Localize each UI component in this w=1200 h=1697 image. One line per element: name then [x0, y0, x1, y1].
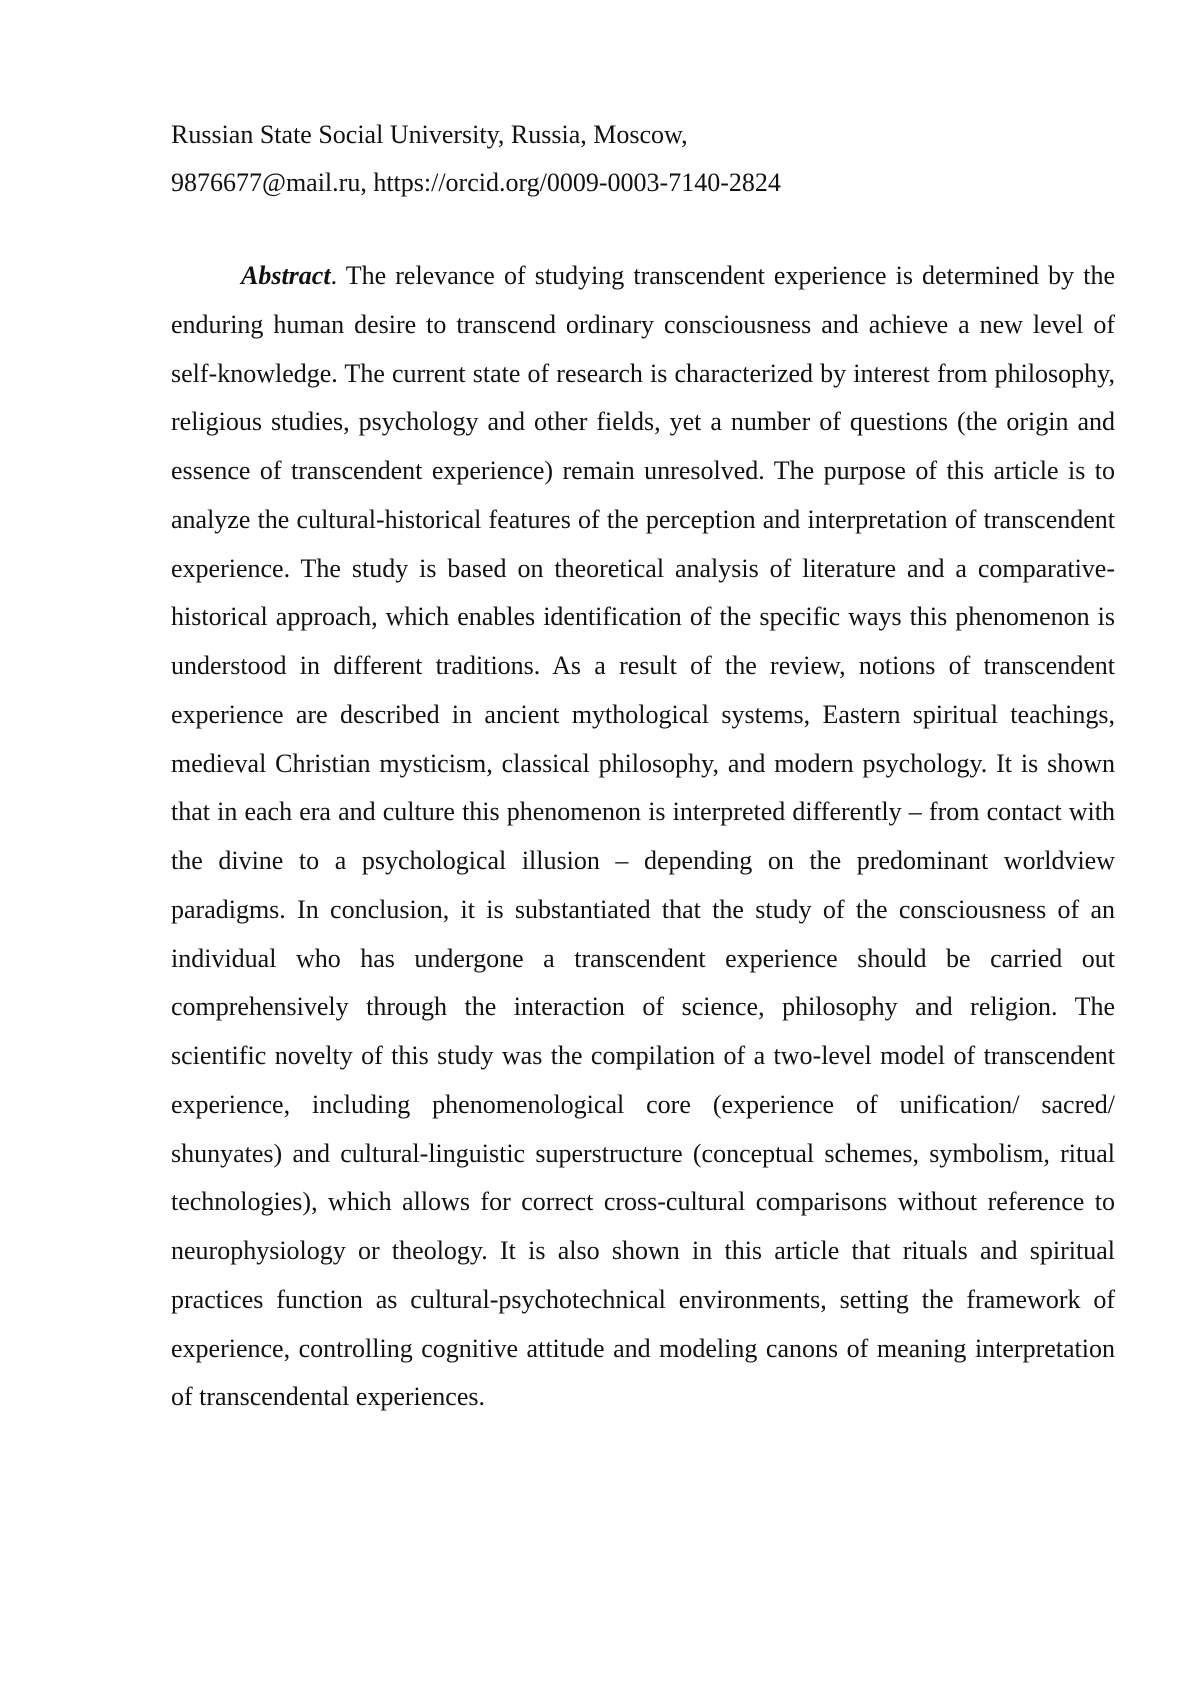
affiliation-contact: 9876677@mail.ru, https://orcid.org/0009-0003-7140-2824	[171, 168, 781, 197]
abstract-body: The relevance of studying transcendent experience is determined by the enduring human desire to transcend ordinary consciousness and achieve a new level of self-knowledge. The current state of research is characterized by interest from philosophy, religious studies, psychology and other fields, yet a number of questions (the origin and essence of transcendent experience) remain unresolved. The purpose of this article is to analyze the cultural-historical features of the perception and interpretation of transcendent experience. The study is based on theoretical analysis of literature and a comparative-historical approach, which enables identification of the specific ways this phenomenon is understood in different traditions. As a result of the review, notions of transcendent experience are described in ancient mythological systems, Eastern spiritual teachings, medieval Christian mysticism, classical philosophy, and modern psychology. It is shown that in each era and culture this phenomenon is interpreted differently – from contact with the divine to a psychological illusion – depending on the predominant worldview paradigms. In conclusion, it is substantiated that the study of the consciousness of an individual who has undergone a transcendent experience should be carried out comprehensively through the interaction of science, philosophy and religion. The scientific novelty of this study was the compilation of a two-level model of transcendent experience, including phenomenological core (experience of unification/ sacred/ shunyates) and cultural-linguistic superstructure (conceptual schemes, symbolism, ritual technologies), which allows for correct cross-cultural comparisons without reference to neurophysiology or theology. It is also shown in this article that rituals and spiritual practices function as cultural-psychotechnical environments, setting the framework of experience, controlling cognitive attitude and modeling canons of meaning interpretation of transcendental experiences.	[171, 261, 1115, 1412]
abstract-paragraph	[171, 252, 1115, 1422]
author-affiliation	[171, 111, 1131, 207]
abstract-label-period: .	[330, 261, 338, 290]
affiliation-institution: Russian State Social University, Russia, Moscow,	[171, 120, 688, 149]
abstract-label: Abstract	[241, 261, 331, 290]
